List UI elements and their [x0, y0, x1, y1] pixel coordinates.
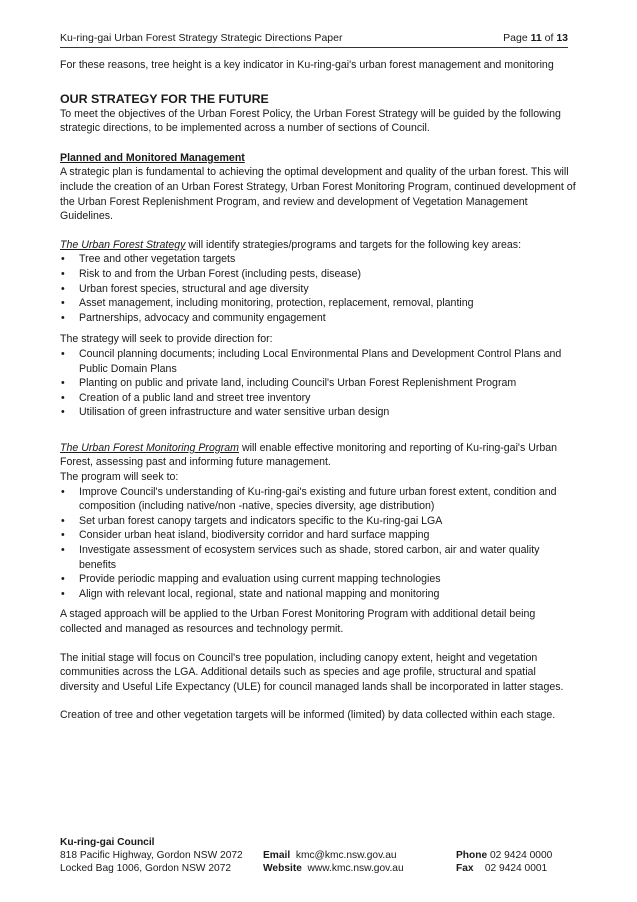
list-item: • Creation of a public land and street tree inventory — [60, 391, 576, 406]
footer-row-1 — [60, 849, 580, 862]
ufs-directions-list — [60, 347, 576, 420]
footer-org: Ku-ring-gai Council — [60, 837, 155, 848]
email-label: Email — [263, 850, 291, 861]
phone-label: Phone — [456, 850, 488, 861]
email-value[interactable]: kmc@kmc.nsw.gov.au — [295, 850, 397, 861]
fax-label: Fax — [456, 863, 474, 874]
planned-paragraph: A strategic plan is fundamental to achieving the optimal development and quality of the urban forest. This will include the creation of an Urban Forest Strategy, Urban Forest Monitoring Program, continued development of the Urban Forest Replenishment Program, and review and development of Vegetation Management Guidelines. — [60, 166, 576, 223]
initial-paragraph: The initial stage will focus on Council's tree population, including canopy extent, height and vegetation communities across the LGA. Additional details such as species and age profile, structural and spatial diversity and Useful Life Expectancy (ULE) for council managed lands shall be incorporated in latter stages. — [60, 651, 564, 693]
strategy-paragraph: To meet the objectives of the Urban Forest Policy, the Urban Forest Strategy will be guided by the following strategic directions, to be implemented across a number of sections of Council. — [60, 107, 561, 135]
footer-email — [263, 849, 456, 862]
page-total: 13 — [556, 32, 568, 44]
list-item: • Tree and other vegetation targets — [60, 252, 576, 267]
page-number — [503, 32, 568, 44]
footer-address-2: Locked Bag 1006, Gordon NSW 2072 — [60, 863, 232, 874]
page-prefix: Page — [503, 32, 528, 44]
ufmp-title: The Urban Forest Monitoring Program — [60, 441, 239, 454]
ufmp-items-list — [60, 485, 576, 602]
list-item: • Urban forest species, structural and age diversity — [60, 282, 576, 297]
list-item: • Provide periodic mapping and evaluation using current mapping technologies — [60, 572, 576, 587]
footer-fax — [456, 862, 580, 875]
ufs-areas-list — [60, 252, 576, 325]
footer-row-2 — [60, 862, 580, 875]
ufs-title: The Urban Forest Strategy — [60, 238, 186, 251]
list-item: • Council planning documents; including Local Environmental Plans and Development Control Plans and Public Domain Plans — [60, 347, 576, 376]
creation-paragraph: Creation of tree and other vegetation targets will be informed (limited) by data collected within each stage. — [60, 709, 556, 722]
staged-paragraph: A staged approach will be applied to the Urban Forest Monitoring Program with additional detail being collected and managed as resources and technology permit. — [60, 608, 536, 635]
website-value[interactable]: www.kmc.nsw.gov.au — [307, 863, 404, 874]
page-header — [60, 32, 568, 48]
list-item: • Investigate assessment of ecosystem services such as shade, stored carbon, air and water quality benefits — [60, 543, 576, 572]
phone-value: 02 9424 0000 — [489, 850, 553, 861]
document-body — [60, 58, 576, 723]
fax-value: 02 9424 0001 — [484, 863, 548, 874]
list-item: • Risk to and from the Urban Forest (including pests, disease) — [60, 267, 576, 282]
page-footer — [60, 836, 580, 875]
page-of: of — [544, 32, 554, 44]
list-item: • Consider urban heat island, biodiversity corridor and hard surface mapping — [60, 528, 576, 543]
ufs-text: will identify strategies/programs and targets for the following key areas: — [185, 238, 522, 251]
ufmp-paragraph — [60, 441, 576, 470]
page-current: 11 — [530, 32, 542, 44]
strategy-heading: OUR STRATEGY FOR THE FUTURE — [60, 91, 269, 106]
ufs-paragraph — [60, 238, 576, 253]
footer-address-1: 818 Pacific Highway, Gordon NSW 2072 — [60, 850, 243, 861]
footer-phone — [456, 849, 580, 862]
planned-heading: Planned and Monitored Management — [60, 151, 245, 164]
list-item: • Utilisation of green infrastructure and water sensitive urban design — [60, 405, 576, 420]
list-item: • Align with relevant local, regional, state and national mapping and monitoring — [60, 587, 576, 602]
list-item: • Planting on public and private land, including Council's Urban Forest Replenishment Program — [60, 376, 576, 391]
list-item: • Partnerships, advocacy and community engagement — [60, 311, 576, 326]
ufs-direction-intro: The strategy will seek to provide direction for: — [60, 333, 273, 346]
list-item: • Asset management, including monitoring, protection, replacement, removal, planting — [60, 296, 576, 311]
document-title: Ku-ring-gai Urban Forest Strategy Strategic Directions Paper — [60, 32, 343, 44]
list-item: • Improve Council's understanding of Ku-ring-gai's existing and future urban forest extent, condition and composition (including native/non -native, species diversity, age distribution) — [60, 485, 576, 514]
ufmp-text: will enable effective monitoring and reporting of Ku-ring-gai's Urban Forest, assessing past and informing future management. — [60, 441, 558, 469]
website-label: Website — [263, 863, 302, 874]
ufmp-seek-intro: The program will seek to: — [60, 471, 179, 484]
footer-website — [263, 862, 456, 875]
list-item: • Set urban forest canopy targets and indicators specific to the Ku-ring-gai LGA — [60, 514, 576, 529]
intro-paragraph: For these reasons, tree height is a key indicator in Ku-ring-gai's urban forest management and monitoring — [60, 59, 554, 71]
